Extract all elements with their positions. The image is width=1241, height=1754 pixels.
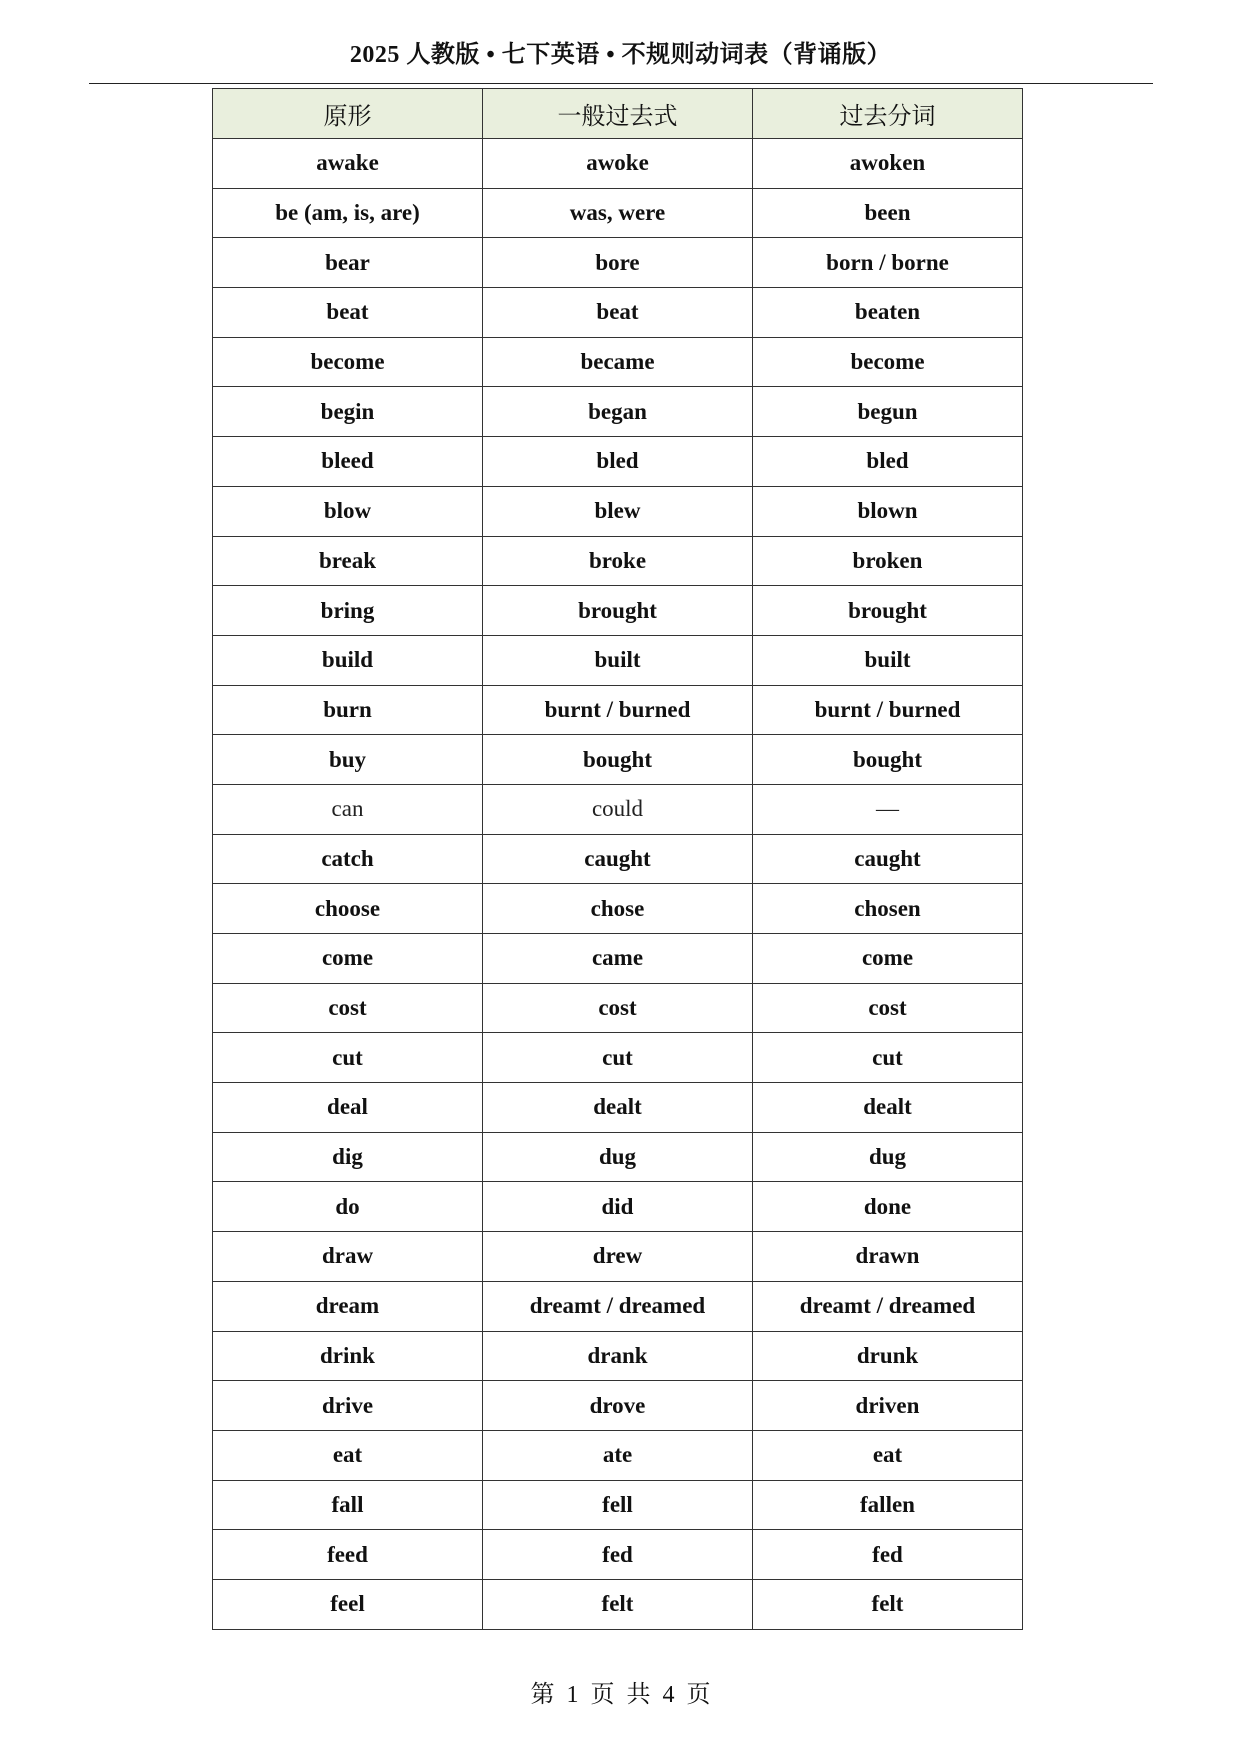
- cell-past-participle: been: [753, 188, 1023, 238]
- cell-past-tense: caught: [483, 834, 753, 884]
- cell-past-participle: bled: [753, 437, 1023, 487]
- cell-past-tense: bought: [483, 735, 753, 785]
- cell-past-tense: drew: [483, 1232, 753, 1282]
- irregular-verb-table: [212, 88, 1023, 1630]
- cell-past-tense: did: [483, 1182, 753, 1232]
- cell-past-participle: bought: [753, 735, 1023, 785]
- cell-past-participle: burnt / burned: [753, 685, 1023, 735]
- cell-past-tense: cut: [483, 1033, 753, 1083]
- table-row: [213, 1381, 1023, 1431]
- table-row: [213, 288, 1023, 338]
- cell-past-tense: bled: [483, 437, 753, 487]
- cell-past-participle: driven: [753, 1381, 1023, 1431]
- table-row: [213, 586, 1023, 636]
- table-row: [213, 635, 1023, 685]
- table-row: [213, 934, 1023, 984]
- cell-past-participle: come: [753, 934, 1023, 984]
- cell-past-tense: could: [483, 784, 753, 834]
- table-row: [213, 437, 1023, 487]
- cell-past-participle: brought: [753, 586, 1023, 636]
- cell-past-participle: become: [753, 337, 1023, 387]
- table-row: [213, 1033, 1023, 1083]
- table-row: [213, 1083, 1023, 1133]
- cell-past-tense: drank: [483, 1331, 753, 1381]
- cell-past-tense: fed: [483, 1530, 753, 1580]
- cell-past-participle: fed: [753, 1530, 1023, 1580]
- cell-past-participle: eat: [753, 1430, 1023, 1480]
- page-number: 第 1 页 共 4 页: [530, 1682, 711, 1708]
- table-row: [213, 1132, 1023, 1182]
- cell-base-form: feel: [213, 1579, 483, 1629]
- cell-past-participle: beaten: [753, 288, 1023, 338]
- table-row: [213, 238, 1023, 288]
- cell-base-form: begin: [213, 387, 483, 437]
- table-row: [213, 1530, 1023, 1580]
- cell-base-form: deal: [213, 1083, 483, 1133]
- header-divider: [89, 83, 1153, 84]
- cell-past-participle: felt: [753, 1579, 1023, 1629]
- cell-base-form: be (am, is, are): [213, 188, 483, 238]
- cell-past-tense: dug: [483, 1132, 753, 1182]
- column-header-past-tense: 一般过去式: [483, 89, 753, 139]
- cell-past-participle: drunk: [753, 1331, 1023, 1381]
- cell-base-form: eat: [213, 1430, 483, 1480]
- cell-past-participle: drawn: [753, 1232, 1023, 1282]
- cell-base-form: choose: [213, 884, 483, 934]
- cell-base-form: blow: [213, 486, 483, 536]
- table-row: [213, 1182, 1023, 1232]
- cell-past-participle: done: [753, 1182, 1023, 1232]
- cell-past-participle: cost: [753, 983, 1023, 1033]
- cell-past-participle: begun: [753, 387, 1023, 437]
- cell-past-participle: cut: [753, 1033, 1023, 1083]
- cell-past-participle: dreamt / dreamed: [753, 1281, 1023, 1331]
- cell-past-tense: ate: [483, 1430, 753, 1480]
- cell-base-form: buy: [213, 735, 483, 785]
- table-row: [213, 884, 1023, 934]
- cell-past-tense: became: [483, 337, 753, 387]
- cell-past-participle: broken: [753, 536, 1023, 586]
- cell-base-form: catch: [213, 834, 483, 884]
- cell-base-form: draw: [213, 1232, 483, 1282]
- cell-base-form: beat: [213, 288, 483, 338]
- cell-past-participle: chosen: [753, 884, 1023, 934]
- column-header-base-form: 原形: [213, 89, 483, 139]
- cell-past-tense: dreamt / dreamed: [483, 1281, 753, 1331]
- table-row: [213, 337, 1023, 387]
- cell-base-form: burn: [213, 685, 483, 735]
- table-row: [213, 387, 1023, 437]
- cell-base-form: awake: [213, 139, 483, 189]
- cell-past-tense: broke: [483, 536, 753, 586]
- cell-past-participle: born / borne: [753, 238, 1023, 288]
- table-row: [213, 1281, 1023, 1331]
- table-row: [213, 1232, 1023, 1282]
- cell-base-form: cost: [213, 983, 483, 1033]
- cell-base-form: dream: [213, 1281, 483, 1331]
- cell-past-tense: began: [483, 387, 753, 437]
- table-row: [213, 1480, 1023, 1530]
- table-row: [213, 1331, 1023, 1381]
- column-header-past-participle: 过去分词: [753, 89, 1023, 139]
- cell-base-form: bear: [213, 238, 483, 288]
- cell-past-participle: caught: [753, 834, 1023, 884]
- table-row: [213, 1430, 1023, 1480]
- table-row: [213, 188, 1023, 238]
- page-title: 2025 人教版 • 七下英语 • 不规则动词表（背诵版）: [349, 42, 892, 68]
- cell-base-form: do: [213, 1182, 483, 1232]
- table-row: [213, 735, 1023, 785]
- cell-base-form: come: [213, 934, 483, 984]
- table-row: [213, 834, 1023, 884]
- table-row: [213, 685, 1023, 735]
- cell-base-form: build: [213, 635, 483, 685]
- cell-base-form: can: [213, 784, 483, 834]
- table-row: [213, 486, 1023, 536]
- cell-past-tense: built: [483, 635, 753, 685]
- cell-base-form: break: [213, 536, 483, 586]
- table-header-row: [213, 89, 1023, 139]
- cell-past-tense: brought: [483, 586, 753, 636]
- cell-past-tense: burnt / burned: [483, 685, 753, 735]
- cell-base-form: bleed: [213, 437, 483, 487]
- table-row: [213, 1579, 1023, 1629]
- cell-past-participle: fallen: [753, 1480, 1023, 1530]
- cell-past-participle: dug: [753, 1132, 1023, 1182]
- cell-base-form: bring: [213, 586, 483, 636]
- cell-base-form: feed: [213, 1530, 483, 1580]
- cell-past-participle: blown: [753, 486, 1023, 536]
- cell-base-form: drink: [213, 1331, 483, 1381]
- cell-past-tense: came: [483, 934, 753, 984]
- table-row: [213, 784, 1023, 834]
- cell-past-participle: dealt: [753, 1083, 1023, 1133]
- cell-past-tense: beat: [483, 288, 753, 338]
- cell-past-participle: awoken: [753, 139, 1023, 189]
- cell-past-tense: blew: [483, 486, 753, 536]
- cell-base-form: drive: [213, 1381, 483, 1431]
- cell-past-tense: fell: [483, 1480, 753, 1530]
- cell-past-tense: felt: [483, 1579, 753, 1629]
- cell-base-form: cut: [213, 1033, 483, 1083]
- table-row: [213, 139, 1023, 189]
- cell-base-form: become: [213, 337, 483, 387]
- table-row: [213, 983, 1023, 1033]
- cell-past-tense: bore: [483, 238, 753, 288]
- table-body: [213, 139, 1023, 1630]
- table-row: [213, 536, 1023, 586]
- cell-past-tense: cost: [483, 983, 753, 1033]
- cell-past-tense: awoke: [483, 139, 753, 189]
- cell-past-participle: built: [753, 635, 1023, 685]
- cell-past-tense: chose: [483, 884, 753, 934]
- cell-past-tense: was, were: [483, 188, 753, 238]
- cell-base-form: dig: [213, 1132, 483, 1182]
- cell-past-tense: dealt: [483, 1083, 753, 1133]
- cell-past-participle: —: [753, 784, 1023, 834]
- cell-past-tense: drove: [483, 1381, 753, 1431]
- cell-base-form: fall: [213, 1480, 483, 1530]
